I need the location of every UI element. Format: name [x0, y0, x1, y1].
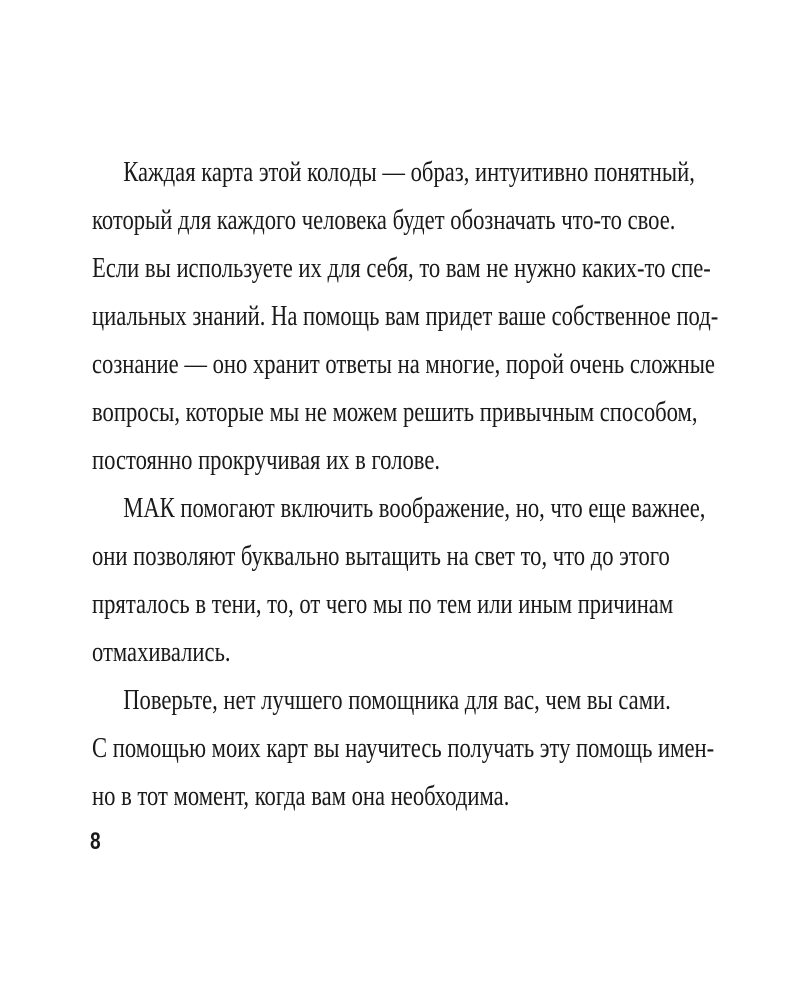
text-line: постоянно прокручивая их в голове. — [92, 444, 441, 476]
text-line: МАК помогают включить воображение, но, что еще важнее, — [123, 492, 706, 524]
text-line: который для каждого человека будет обозначать что-то свое. — [92, 204, 676, 236]
body-text — [92, 148, 732, 820]
text-line: они позволяют буквально вытащить на свет то, что до этого — [92, 540, 670, 572]
text-line: Поверьте, нет лучшего помощника для вас, чем вы сами. — [123, 684, 671, 716]
text-line: Каждая карта этой колоды — образ, интуитивно понятный, — [123, 156, 695, 188]
text-line: сознание — оно хранит ответы на многие, порой очень сложные — [92, 348, 715, 380]
text-line: Если вы используете их для себя, то вам не нужно каких-то спе- — [92, 252, 711, 284]
text-line: вопросы, которые мы не можем решить привычным способом, — [92, 396, 698, 428]
text-line: отмахивались. — [92, 636, 231, 668]
text-line: пряталось в тени, то, от чего мы по тем или иным причинам — [92, 588, 674, 620]
text-line: циальных знаний. На помощь вам придет ваше собственное под- — [92, 300, 719, 332]
paragraph-1 — [92, 148, 732, 484]
text-line: но в тот момент, когда вам она необходима. — [92, 780, 510, 812]
text-line: С помощью моих карт вы научитесь получать эту помощь имен- — [92, 732, 715, 764]
paragraph-2 — [92, 484, 732, 676]
page-number: 8 — [90, 828, 101, 855]
paragraph-3 — [92, 676, 732, 820]
